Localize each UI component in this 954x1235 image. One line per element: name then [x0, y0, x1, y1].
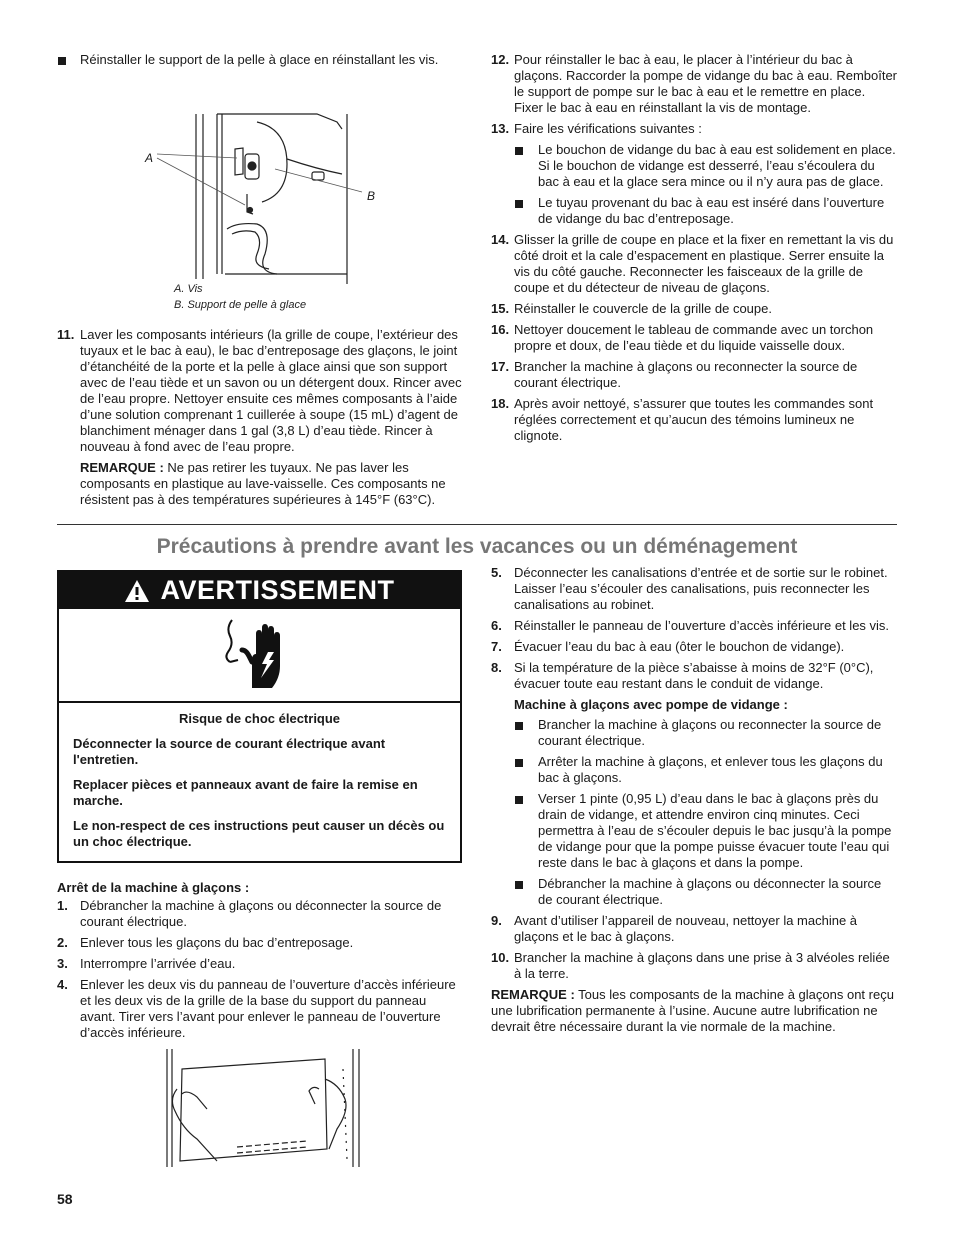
step-16 [491, 322, 897, 354]
warning-line-3: Le non-respect de ces instructions peut causer un décès ou un choc électrique. [73, 817, 445, 849]
step-text: Interrompre l’arrivée d’eau. [80, 956, 236, 971]
step-text: Après avoir nettoyé, s’assurer que toutes les commandes sont réglées correctement et qu’aucun des témoins lumineux ne clignote. [514, 396, 874, 443]
step-text: Pour réinstaller le bac à eau, le placer à l’intérieur du bac à glaçons. Raccorder la pompe de vidange du bac à eau. Remboîter le support de pompe sur le bac à eau et le remettre en place. Fixer le bac à eau en réinstallant la vis de montage. [514, 52, 898, 115]
step-number: 15. [491, 301, 510, 316]
step-8 [491, 660, 897, 692]
bottom-left-column [57, 880, 462, 1169]
step-number: 8. [491, 660, 502, 675]
step-number: 16. [491, 322, 510, 337]
bullet-reinstall: Réinstaller le support de la pelle à glace en réinstallant les vis. [57, 52, 462, 68]
step-number: 17. [491, 359, 510, 374]
bottom-right-column [491, 565, 897, 1035]
check-hose: Le tuyau provenant du bac à eau est inséré dans l’ouverture de vidange du bac d’entreposage. [514, 195, 897, 227]
note-text: Ne pas retirer les tuyaux. Ne pas laver les composants en plastique au lave-vaisselle. Ces composants ne résistent pas à des températures supérieures à 145°F (63°C). [80, 460, 446, 507]
step-text: Réinstaller le panneau de l’ouverture d’accès inférieure et les vis. [514, 618, 890, 633]
warning-icon-area [59, 609, 460, 703]
step-number: 7. [491, 639, 502, 654]
step-text: Faire les vérifications suivantes : [514, 121, 702, 136]
step-6 [491, 618, 897, 634]
warning-line-2: Replacer pièces et panneaux avant de faire la remise en marche. [73, 776, 418, 808]
warning-triangle-icon [124, 579, 150, 603]
shutdown-heading: Arrêt de la machine à glaçons : [57, 880, 250, 895]
figure-label-a: A [145, 151, 154, 165]
pump-step-3: Verser 1 pinte (0,95 L) d’eau dans le bac à glaçons près du drain de vidange, et attendre environ cinq minutes. Ceci permettra à l’eau de s’écouler depuis le bac jusqu’à la pompe de vidange pour que la pompe puisse évacuer toute l’eau qui reste dans le bac à glaçons et dans la pompe. [514, 791, 897, 871]
step-11 [57, 327, 462, 455]
step-15 [491, 301, 897, 317]
warning-risk: Risque de choc électrique [178, 711, 341, 726]
step-17 [491, 359, 897, 391]
scoop-bracket-illustration [57, 74, 462, 284]
step-14 [491, 232, 897, 296]
step-number: 13. [491, 121, 510, 136]
lubrication-note [491, 987, 897, 1035]
step-7 [491, 639, 897, 655]
step-3 [57, 956, 462, 972]
step-text: Avant d’utiliser l’appareil de nouveau, nettoyer la machine à glaçons et le bac à glaçons. [514, 913, 858, 944]
pump-steps [514, 717, 897, 908]
step-text: Laver les composants intérieurs (la grille de coupe, l’extérieur des tuyaux et le bac à eau), le bac d’entreposage des glaçons, le joint d’étanchéité de la porte et la pelle à glace ainsi que son support avec de l’eau tiède et un savon ou un détergent doux. Rincer avec de l’eau propre. Nettoyer ensuite ces mêmes composants à l’aide d’une solution comprenant 1 cuillerée à soupe (15 mL) d’agent de blanchiment ménager dans 1 gal (3,8 L) d’eau tiède. Rincer à nouveau à fond avec de l’eau propre. [80, 327, 462, 454]
step-4 [57, 977, 462, 1041]
figure-captions [57, 281, 462, 313]
step-number: 1. [57, 898, 68, 913]
step-text: Brancher la machine à glaçons dans une prise à 3 alvéoles reliée à la terre. [514, 950, 890, 981]
step-text: Déconnecter les canalisations d’entrée et de sortie sur le robinet. Laisser l’eau s’écouler des canalisations, puis reconnecter les canalisations au robinet. [514, 565, 888, 612]
figure-label-b: B [367, 189, 376, 203]
step-number: 5. [491, 565, 502, 580]
step-text: Nettoyer doucement le tableau de commande avec un torchon propre et doux, de l’eau tiède et du liquide vaisselle doux. [514, 322, 874, 353]
step-5 [491, 565, 897, 613]
note-label: REMARQUE : [80, 460, 164, 475]
warning-header [59, 572, 460, 609]
caption-b: B. Support de pelle à glace [174, 299, 307, 311]
step-number: 10. [491, 950, 510, 965]
note-label: REMARQUE : [491, 987, 575, 1002]
step-13-checks [514, 142, 897, 227]
section-title: Précautions à prendre avant les vacances ou un déménagement [156, 535, 798, 558]
step-text: Évacuer l’eau du bac à eau (ôter le bouchon de vidange). [514, 639, 845, 654]
scoop-bracket-figure [57, 74, 462, 284]
page-number: 58 [57, 1191, 73, 1207]
step-number: 11. [57, 327, 75, 342]
step-12 [491, 52, 897, 116]
step-text: Glisser la grille de coupe en place et la fixer en remettant la vis du côté droit et la cale d’espacement en plastique. Serrer ensuite la vis du côté gauche. Reconnecter les faisceaux de la grille de coupe et du détecteur de niveau de glaçons. [514, 232, 894, 295]
step-text: Débrancher la machine à glaçons ou déconnecter la source de courant électrique. [80, 898, 442, 929]
section-divider [57, 524, 897, 525]
pump-step-1: Brancher la machine à glaçons ou reconnecter la source de courant électrique. [514, 717, 897, 749]
check-drain-plug: Le bouchon de vidange du bac à eau est solidement en place. Si le bouchon de vidange est desserré, l’eau s’écoulera du bac à eau et la glace sera mince ou il n’y aura pas de glace. [514, 142, 897, 190]
step-18 [491, 396, 897, 444]
step-number: 3. [57, 956, 68, 971]
pump-heading: Machine à glaçons avec pompe de vidange : [514, 697, 788, 712]
pump-step-2: Arrêter la machine à glaçons, et enlever tous les glaçons du bac à glaçons. [514, 754, 897, 786]
top-left-column [57, 52, 462, 512]
warning-text [59, 703, 460, 851]
step-11-note [57, 460, 462, 508]
step-text: Brancher la machine à glaçons ou reconnecter la source de courant électrique. [514, 359, 858, 390]
top-right-column [491, 52, 897, 449]
warning-box [57, 570, 462, 863]
step-number: 9. [491, 913, 502, 928]
step-text: Enlever les deux vis du panneau de l’ouverture d’accès inférieure et les deux vis de la grille de la base du support du panneau avant. Tirer vers l’avant pour enlever le panneau de l’ouverture d’accès inférieure. [80, 977, 456, 1040]
step-number: 14. [491, 232, 510, 247]
step-2 [57, 935, 462, 951]
step-13 [491, 121, 897, 137]
step-number: 6. [491, 618, 502, 633]
step-9 [491, 913, 897, 945]
step-number: 12. [491, 52, 510, 67]
step-text: Réinstaller le couvercle de la grille de coupe. [514, 301, 772, 316]
step-number: 18. [491, 396, 510, 411]
step-text: Si la température de la pièce s’abaisse à moins de 32°F (0°C), évacuer toute eau restant dans le conduit de vidange. [514, 660, 874, 691]
step-1 [57, 898, 462, 930]
electric-shock-hand-icon [224, 616, 294, 696]
access-panel-removal-illustration [57, 1049, 462, 1169]
caption-a: A. Vis [174, 283, 203, 295]
step-text: Enlever tous les glaçons du bac d’entreposage. [80, 935, 354, 950]
step-number: 4. [57, 977, 68, 992]
note-text: Tous les composants de la machine à glaçons ont reçu une lubrification permanente à l’usine. Aucune autre lubrification ne devrait être nécessaire durant la vie normale de la machine. [491, 987, 894, 1034]
step-10 [491, 950, 897, 982]
step-number: 2. [57, 935, 68, 950]
pump-step-4: Débrancher la machine à glaçons ou déconnecter la source de courant électrique. [514, 876, 897, 908]
warning-line-1: Déconnecter la source de courant électrique avant l'entretien. [73, 735, 386, 767]
warning-title: AVERTISSEMENT [160, 575, 395, 605]
